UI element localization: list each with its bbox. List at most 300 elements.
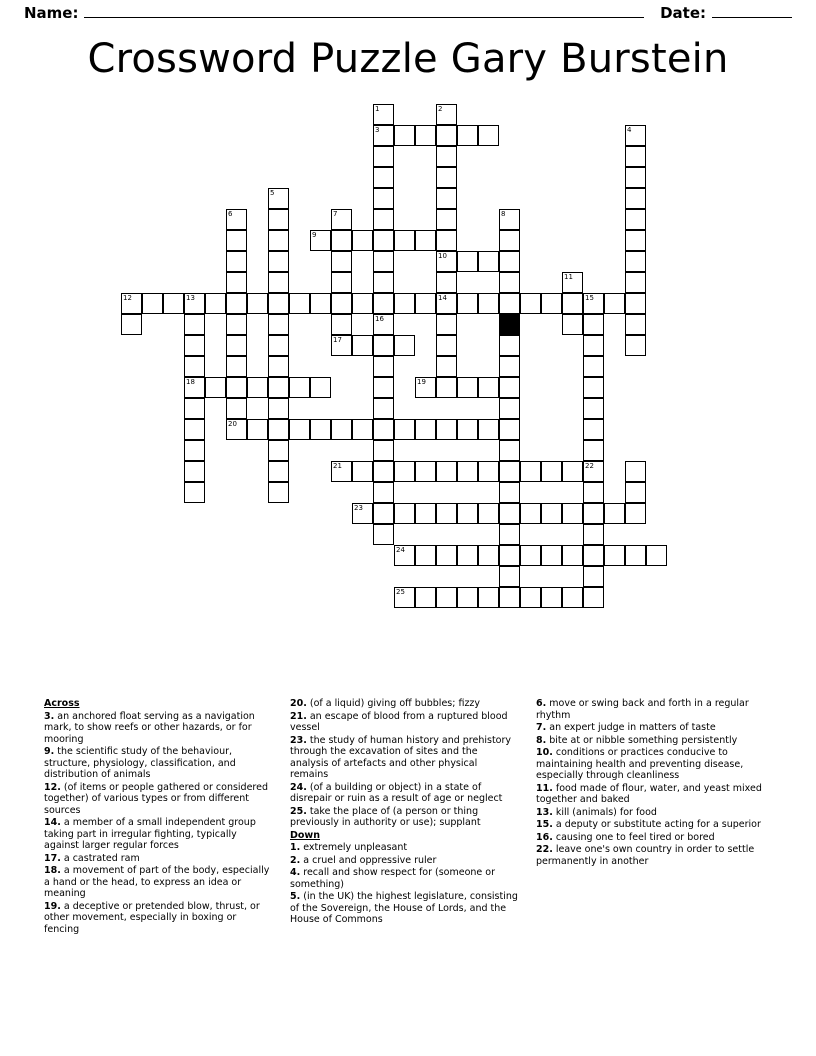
grid-cell[interactable]	[373, 377, 394, 398]
grid-cell[interactable]	[499, 398, 520, 419]
grid-cell[interactable]	[226, 209, 247, 230]
grid-cell[interactable]	[583, 482, 604, 503]
grid-cell[interactable]	[373, 125, 394, 146]
clue-item	[536, 735, 764, 747]
grid-cell[interactable]	[436, 419, 457, 440]
grid-cell[interactable]	[457, 503, 478, 524]
grid-cell-number: 7	[333, 210, 338, 218]
clue-number: 7.	[536, 722, 547, 733]
grid-cell[interactable]	[499, 440, 520, 461]
grid-cell[interactable]	[520, 587, 541, 608]
grid-cell[interactable]	[583, 314, 604, 335]
clue-number: 8.	[536, 734, 547, 746]
clue-column-3-body	[536, 698, 764, 867]
grid-cell[interactable]	[541, 461, 562, 482]
clue-number: 1.	[290, 842, 301, 853]
grid-cell[interactable]	[499, 545, 520, 566]
grid-cell[interactable]	[289, 293, 310, 314]
grid-cell[interactable]	[331, 293, 352, 314]
grid-cell[interactable]	[394, 587, 415, 608]
clue-text: bite at or nibble something persistently	[546, 734, 738, 746]
grid-cell[interactable]	[352, 335, 373, 356]
grid-cell[interactable]	[352, 230, 373, 251]
grid-cell[interactable]	[415, 125, 436, 146]
grid-cell[interactable]	[583, 587, 604, 608]
grid-cell[interactable]	[205, 377, 226, 398]
grid-cell[interactable]	[583, 524, 604, 545]
grid-cell[interactable]	[184, 482, 205, 503]
grid-cell[interactable]	[625, 545, 646, 566]
grid-cell-number: 23	[354, 504, 363, 512]
clue-number: 23.	[290, 734, 307, 746]
grid-cell[interactable]	[478, 461, 499, 482]
grid-cell-number: 20	[228, 420, 237, 428]
clue-lists	[44, 698, 772, 998]
grid-cell[interactable]	[583, 461, 604, 482]
grid-cell[interactable]	[184, 398, 205, 419]
grid-cell[interactable]	[226, 398, 247, 419]
grid-cell[interactable]	[457, 293, 478, 314]
grid-cell[interactable]	[268, 356, 289, 377]
grid-cell[interactable]	[436, 167, 457, 188]
grid-cell[interactable]	[226, 419, 247, 440]
down-heading: Down	[290, 829, 320, 841]
grid-cell[interactable]	[457, 125, 478, 146]
grid-cell[interactable]	[394, 293, 415, 314]
grid-cell[interactable]	[268, 482, 289, 503]
grid-cell[interactable]	[373, 419, 394, 440]
grid-cell[interactable]	[583, 545, 604, 566]
grid-cell[interactable]	[205, 293, 226, 314]
clue-number: 16.	[536, 831, 553, 843]
clue-number: 22.	[536, 844, 553, 855]
grid-cell[interactable]	[436, 587, 457, 608]
grid-cell[interactable]	[373, 230, 394, 251]
grid-cell[interactable]	[373, 314, 394, 335]
clue-item	[44, 746, 272, 781]
clue-item	[290, 698, 518, 710]
grid-cell[interactable]	[478, 377, 499, 398]
grid-cell-number: 16	[375, 315, 384, 323]
grid-cell[interactable]	[499, 209, 520, 230]
grid-cell[interactable]	[226, 356, 247, 377]
clue-column-2-body	[290, 698, 518, 926]
clue-text: (in the UK) the highest legislature, consisting of the Sovereign, the House of Lords, and the House of Commons	[290, 891, 518, 925]
grid-cell[interactable]	[583, 335, 604, 356]
grid-cell[interactable]	[184, 314, 205, 335]
clue-text: extremely unpleasant	[300, 842, 408, 853]
grid-cell[interactable]	[520, 461, 541, 482]
grid-cell[interactable]	[499, 293, 520, 314]
grid-cell[interactable]	[394, 461, 415, 482]
grid-cell[interactable]	[415, 503, 436, 524]
grid-cell[interactable]	[499, 377, 520, 398]
clue-item	[44, 853, 272, 865]
grid-cell[interactable]	[436, 335, 457, 356]
grid-cell[interactable]	[625, 335, 646, 356]
grid-cell[interactable]	[184, 335, 205, 356]
grid-cell[interactable]	[373, 335, 394, 356]
grid-cell[interactable]	[268, 335, 289, 356]
grid-cell-number: 15	[585, 294, 594, 302]
grid-cell[interactable]	[373, 272, 394, 293]
grid-cell-number: 3	[375, 126, 380, 134]
grid-cell[interactable]	[436, 188, 457, 209]
grid-cell[interactable]	[625, 146, 646, 167]
clue-item	[290, 806, 518, 829]
grid-cell[interactable]	[352, 503, 373, 524]
grid-cell-number: 19	[417, 378, 426, 386]
grid-cell-number: 13	[186, 294, 195, 302]
grid-cell[interactable]	[289, 377, 310, 398]
grid-cell[interactable]	[478, 251, 499, 272]
grid-cell[interactable]	[457, 587, 478, 608]
grid-cell-number: 17	[333, 336, 342, 344]
clue-item	[290, 782, 518, 805]
clue-number: 25.	[290, 805, 307, 817]
grid-cell[interactable]	[268, 188, 289, 209]
grid-cell[interactable]	[163, 293, 184, 314]
grid-cell[interactable]	[583, 566, 604, 587]
grid-cell[interactable]	[436, 314, 457, 335]
clue-item	[290, 842, 518, 854]
clue-item	[290, 735, 518, 781]
grid-cell[interactable]	[268, 251, 289, 272]
clue-item	[44, 711, 272, 746]
grid-cell[interactable]	[352, 461, 373, 482]
grid-cell[interactable]	[625, 251, 646, 272]
grid-cell[interactable]	[310, 419, 331, 440]
grid-cell[interactable]	[331, 230, 352, 251]
grid-cell[interactable]	[625, 230, 646, 251]
grid-cell[interactable]	[457, 377, 478, 398]
clue-item	[290, 711, 518, 734]
grid-cell[interactable]	[226, 272, 247, 293]
grid-cell[interactable]	[268, 209, 289, 230]
grid-cell[interactable]	[499, 272, 520, 293]
grid-cell[interactable]	[499, 335, 520, 356]
grid-cell[interactable]	[373, 251, 394, 272]
grid-cell[interactable]	[373, 356, 394, 377]
clue-item	[44, 782, 272, 817]
grid-cell[interactable]	[394, 419, 415, 440]
grid-cell[interactable]	[583, 293, 604, 314]
clue-column-1	[44, 698, 272, 998]
grid-cell[interactable]	[541, 545, 562, 566]
grid-cell[interactable]	[457, 461, 478, 482]
clue-number: 24.	[290, 781, 307, 793]
clue-item	[44, 817, 272, 852]
grid-cell[interactable]	[373, 146, 394, 167]
grid-cell-number: 10	[438, 252, 447, 260]
grid-cell[interactable]	[415, 419, 436, 440]
grid-cell[interactable]	[415, 293, 436, 314]
grid-cell[interactable]	[415, 545, 436, 566]
grid-cell[interactable]	[562, 587, 583, 608]
grid-cell[interactable]	[226, 230, 247, 251]
grid-cell[interactable]	[625, 209, 646, 230]
grid-cell[interactable]	[436, 293, 457, 314]
grid-cell[interactable]	[625, 167, 646, 188]
clue-number: 4.	[290, 867, 301, 878]
grid-cell[interactable]	[247, 419, 268, 440]
grid-cell-number: 21	[333, 462, 342, 470]
grid-cell[interactable]	[184, 293, 205, 314]
grid-cell-number: 4	[627, 126, 632, 134]
grid-cell[interactable]	[373, 461, 394, 482]
grid-cell[interactable]	[436, 230, 457, 251]
grid-cell[interactable]	[583, 419, 604, 440]
grid-cell[interactable]	[226, 251, 247, 272]
grid-cell[interactable]	[499, 566, 520, 587]
clue-number: 3.	[44, 710, 55, 722]
grid-cell[interactable]	[499, 524, 520, 545]
grid-cell[interactable]	[625, 272, 646, 293]
clue-number: 13.	[536, 806, 553, 818]
clue-text: recall and show respect for (someone or something)	[290, 867, 496, 890]
clue-text: the study of human history and prehistory through the excavation of sites and the analysis of artefacts and other physical remains	[290, 734, 512, 780]
grid-cell[interactable]	[541, 293, 562, 314]
clue-number: 20.	[290, 698, 307, 709]
grid-cell[interactable]	[436, 251, 457, 272]
grid-cell[interactable]	[352, 419, 373, 440]
grid-cell[interactable]	[289, 419, 310, 440]
grid-cell[interactable]	[268, 377, 289, 398]
grid-cell[interactable]	[226, 293, 247, 314]
grid-cell[interactable]	[457, 251, 478, 272]
grid-cell[interactable]	[142, 293, 163, 314]
grid-cell[interactable]	[436, 125, 457, 146]
grid-cell[interactable]	[625, 461, 646, 482]
grid-cell[interactable]	[310, 293, 331, 314]
date-label: Date:	[660, 4, 706, 22]
grid-cell[interactable]	[583, 503, 604, 524]
clue-item	[536, 807, 764, 819]
grid-cell[interactable]	[520, 293, 541, 314]
grid-cell[interactable]	[373, 524, 394, 545]
clue-item	[536, 698, 764, 721]
grid-cell[interactable]	[331, 314, 352, 335]
grid-cell[interactable]	[373, 440, 394, 461]
grid-cell[interactable]	[268, 230, 289, 251]
grid-cell[interactable]	[247, 377, 268, 398]
grid-cell[interactable]	[541, 503, 562, 524]
grid-cell[interactable]	[436, 356, 457, 377]
grid-cell[interactable]	[604, 545, 625, 566]
across-heading: Across	[44, 698, 80, 709]
grid-cell[interactable]	[352, 293, 373, 314]
grid-cell[interactable]	[478, 587, 499, 608]
clue-number: 14.	[44, 817, 61, 828]
grid-cell[interactable]	[184, 377, 205, 398]
grid-cell[interactable]	[268, 272, 289, 293]
clue-text: kill (animals) for food	[552, 806, 657, 818]
grid-cell[interactable]	[625, 314, 646, 335]
grid-cell[interactable]	[583, 398, 604, 419]
clue-text: take the place of (a person or thing previously in authority or use); supplant	[290, 805, 481, 828]
grid-cell[interactable]	[499, 251, 520, 272]
grid-cell[interactable]	[436, 545, 457, 566]
grid-cell[interactable]	[457, 545, 478, 566]
grid-cell[interactable]	[478, 545, 499, 566]
grid-cell[interactable]	[331, 461, 352, 482]
clue-text: (of a building or object) in a state of disrepair or ruin as a result of age or neglect	[290, 781, 503, 804]
grid-cell[interactable]	[562, 503, 583, 524]
grid-cell[interactable]	[478, 125, 499, 146]
clue-item	[536, 819, 764, 831]
clue-text: a deceptive or pretended blow, thrust, or other movement, especially in boxing or fencing	[44, 900, 260, 935]
clue-text: move or swing back and forth in a regular rhythm	[536, 698, 749, 721]
grid-cell[interactable]	[268, 398, 289, 419]
grid-cell[interactable]	[331, 335, 352, 356]
grid-cell-number: 2	[438, 105, 443, 113]
grid-cell[interactable]	[415, 377, 436, 398]
clue-text: a castrated ram	[60, 852, 140, 864]
grid-cell[interactable]	[268, 293, 289, 314]
grid-cell[interactable]	[583, 440, 604, 461]
grid-cell-number: 18	[186, 378, 195, 386]
grid-cell[interactable]	[331, 251, 352, 272]
grid-cell[interactable]	[373, 104, 394, 125]
grid-cell[interactable]	[184, 419, 205, 440]
grid-cell[interactable]	[499, 356, 520, 377]
grid-cell[interactable]	[373, 398, 394, 419]
clue-text: causing one to feel tired or bored	[552, 831, 715, 843]
grid-cell[interactable]	[499, 482, 520, 503]
grid-cell[interactable]	[625, 293, 646, 314]
grid-cell[interactable]	[625, 482, 646, 503]
grid-cell[interactable]	[415, 587, 436, 608]
grid-cell[interactable]	[478, 419, 499, 440]
clue-text: (of a liquid) giving off bubbles; fizzy	[306, 698, 481, 709]
grid-cell[interactable]	[331, 272, 352, 293]
grid-cell[interactable]	[415, 230, 436, 251]
grid-cell[interactable]	[226, 377, 247, 398]
grid-cell[interactable]	[646, 545, 667, 566]
grid-cell[interactable]	[268, 440, 289, 461]
clue-number: 5.	[290, 891, 301, 902]
grid-cell[interactable]	[121, 314, 142, 335]
grid-cell[interactable]	[373, 188, 394, 209]
grid-cell-number: 8	[501, 210, 506, 218]
clue-number: 9.	[44, 746, 55, 757]
grid-cell[interactable]	[184, 440, 205, 461]
grid-cell[interactable]	[499, 587, 520, 608]
grid-cell-number: 5	[270, 189, 275, 197]
grid-cell[interactable]	[436, 146, 457, 167]
grid-cell[interactable]	[562, 293, 583, 314]
grid-cell[interactable]	[394, 230, 415, 251]
grid-cell[interactable]	[499, 461, 520, 482]
clue-item	[536, 832, 764, 844]
grid-cell[interactable]	[268, 461, 289, 482]
grid-cell[interactable]	[478, 293, 499, 314]
clue-text: (of items or people gathered or considered together) of various types or from different sources	[44, 781, 269, 816]
clue-column-3	[536, 698, 764, 998]
grid-cell[interactable]	[499, 419, 520, 440]
grid-cell[interactable]	[478, 503, 499, 524]
grid-cell[interactable]	[184, 356, 205, 377]
crossword-grid[interactable]	[58, 104, 758, 692]
grid-cell[interactable]	[625, 188, 646, 209]
grid-cell[interactable]	[436, 503, 457, 524]
grid-cell[interactable]	[331, 419, 352, 440]
grid-cell[interactable]	[583, 377, 604, 398]
grid-cell[interactable]	[562, 461, 583, 482]
grid-cell[interactable]	[394, 503, 415, 524]
grid-cell[interactable]	[268, 314, 289, 335]
clue-number: 6.	[536, 698, 547, 709]
clue-number: 19.	[44, 900, 61, 912]
grid-cell[interactable]	[226, 314, 247, 335]
clue-number: 11.	[536, 782, 553, 794]
grid-cell[interactable]	[394, 545, 415, 566]
grid-cell-number: 25	[396, 588, 405, 596]
grid-cell-number: 6	[228, 210, 233, 218]
grid-cell[interactable]	[562, 545, 583, 566]
grid-cell[interactable]	[625, 125, 646, 146]
grid-cell[interactable]	[373, 209, 394, 230]
clue-text: food made of flour, water, and yeast mixed together and baked	[536, 782, 762, 805]
grid-cell[interactable]	[457, 419, 478, 440]
grid-cell[interactable]	[415, 461, 436, 482]
clue-column-1-body	[44, 711, 272, 936]
grid-cell[interactable]	[247, 293, 268, 314]
clue-text: an escape of blood from a ruptured blood vessel	[290, 710, 508, 733]
clue-text: a movement of part of the body, especially a hand or the head, to express an idea or meaning	[44, 865, 270, 899]
grid-cell[interactable]	[184, 461, 205, 482]
grid-cell[interactable]	[436, 461, 457, 482]
grid-cell-number: 24	[396, 546, 405, 554]
grid-cell[interactable]	[394, 335, 415, 356]
grid-cell[interactable]	[373, 482, 394, 503]
grid-cell[interactable]	[226, 335, 247, 356]
grid-cell[interactable]	[373, 293, 394, 314]
grid-cell[interactable]	[310, 230, 331, 251]
grid-cell[interactable]	[562, 272, 583, 293]
crossword-grid-area	[0, 104, 816, 692]
grid-cell[interactable]	[394, 125, 415, 146]
grid-cell[interactable]	[562, 314, 583, 335]
grid-cell[interactable]	[331, 209, 352, 230]
grid-cell[interactable]	[373, 167, 394, 188]
grid-cell[interactable]	[604, 503, 625, 524]
grid-cell[interactable]	[436, 209, 457, 230]
grid-cell-number: 22	[585, 462, 594, 470]
grid-cell[interactable]	[436, 377, 457, 398]
grid-cell[interactable]	[499, 503, 520, 524]
grid-cell[interactable]	[373, 503, 394, 524]
grid-cell[interactable]	[499, 230, 520, 251]
clue-number: 18.	[44, 865, 61, 876]
grid-cell[interactable]	[268, 419, 289, 440]
grid-cell[interactable]	[121, 293, 142, 314]
grid-cell[interactable]	[520, 545, 541, 566]
grid-cell[interactable]	[583, 356, 604, 377]
grid-cell[interactable]	[436, 104, 457, 125]
grid-cell[interactable]	[310, 377, 331, 398]
clue-item	[290, 855, 518, 867]
grid-cell[interactable]	[436, 272, 457, 293]
clue-text: the scientific study of the behaviour, structure, physiology, classification, and distribution of animals	[44, 746, 236, 780]
grid-cell[interactable]	[625, 503, 646, 524]
grid-cell[interactable]	[520, 503, 541, 524]
clue-text: a cruel and oppressive ruler	[300, 854, 437, 866]
grid-cell[interactable]	[604, 293, 625, 314]
grid-cell[interactable]	[541, 587, 562, 608]
grid-cell-number: 9	[312, 231, 317, 239]
clue-number: 10.	[536, 747, 553, 758]
